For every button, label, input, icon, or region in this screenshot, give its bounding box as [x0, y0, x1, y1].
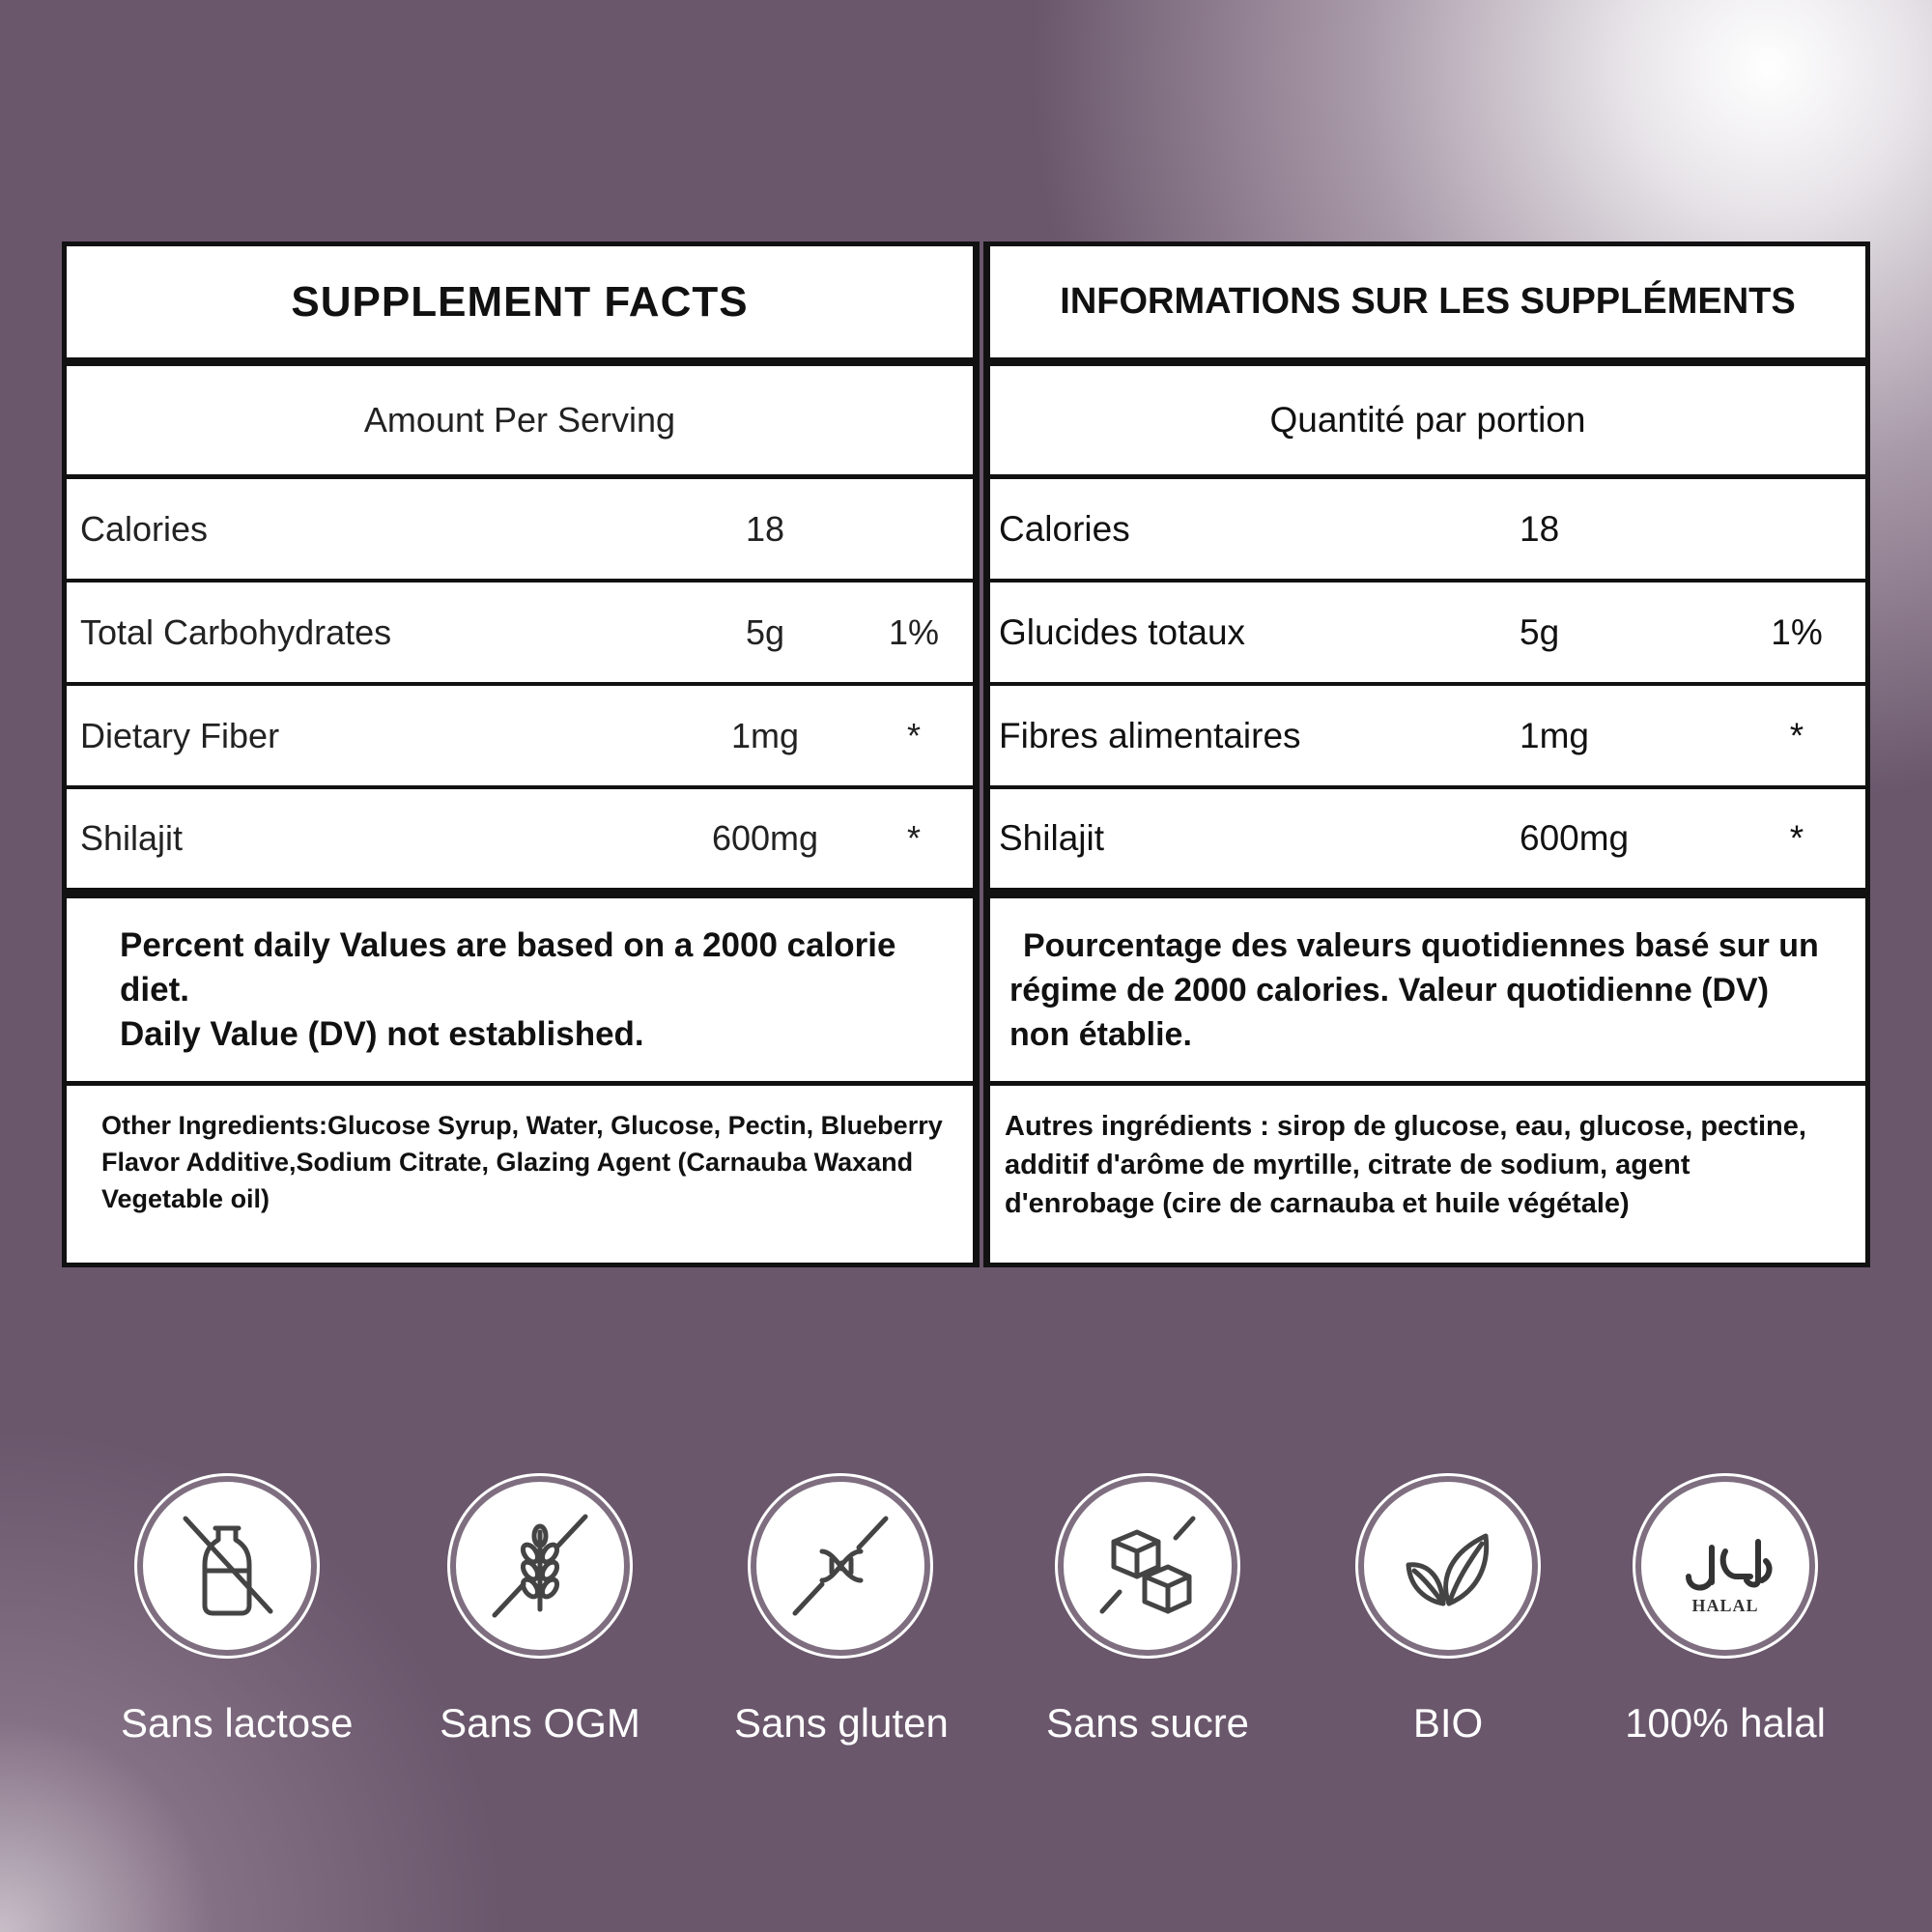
badge-lactose-free — [121, 1476, 354, 1747]
supplement-facts-panel-en — [62, 242, 980, 1267]
badge-gmo-free — [434, 1476, 646, 1747]
nutrient-amount: 1mg — [730, 715, 800, 755]
nutrient-dv: * — [906, 818, 922, 858]
other-ingredients-text: Other Ingredients:Glucose Syrup, Water, Glucose, Pectin, Blueberry Flavor Additive,Sodium Citrate, Glazing Agent (Carnauba Waxand Vegetable oil) — [101, 1111, 943, 1213]
daily-value-note-line2: Daily Value (DV) not established. — [120, 1014, 644, 1053]
nutrient-name: Calories — [80, 508, 209, 549]
daily-value-note — [67, 898, 973, 1086]
nutrient-dv: * — [906, 715, 922, 755]
panel-title: INFORMATIONS SUR LES SUPPLÉMENTS — [1060, 281, 1796, 322]
daily-value-note-text: Pourcentage des valeurs quotidiennes basé sur un régime de 2000 calories. Valeur quotidienne (DV) non établie. — [1009, 926, 1819, 1053]
badge-label: BIO — [1412, 1700, 1484, 1746]
nutrient-dv: * — [1789, 818, 1804, 858]
nutrient-amount: 18 — [1520, 508, 1560, 549]
supplement-facts-panel-fr — [983, 242, 1870, 1267]
badge-label: Sans gluten — [734, 1700, 949, 1746]
nutrient-row — [67, 479, 973, 582]
nutrient-name: Glucides totaux — [999, 611, 1246, 652]
organic-leaves-icon — [1358, 1476, 1538, 1656]
nutrient-row — [990, 789, 1865, 898]
nutrient-name: Calories — [999, 508, 1130, 549]
nutrient-row — [67, 582, 973, 686]
panel-title-row — [67, 246, 973, 366]
nutrient-row — [67, 789, 973, 898]
nutrient-dv: 1% — [1771, 611, 1823, 652]
badge-label: Sans lactose — [121, 1700, 354, 1746]
nutrient-row — [67, 686, 973, 789]
nutrient-amount: 600mg — [711, 818, 819, 858]
panel-title: SUPPLEMENT FACTS — [291, 277, 749, 326]
badge-label: Sans sucre — [1045, 1700, 1250, 1746]
badge-label: 100% halal — [1625, 1700, 1826, 1746]
nutrient-amount: 5g — [1520, 611, 1560, 652]
other-ingredients-text: Autres ingrédients : sirop de glucose, eau, glucose, pectine, additif d'arôme de myrtille, citrate de sodium, agent d'enrobage (cire de carnauba et huile végétale) — [1005, 1111, 1806, 1219]
nutrient-row — [990, 686, 1865, 789]
panel-title-row — [990, 246, 1865, 366]
nutrient-row — [990, 479, 1865, 582]
badge-organic — [1342, 1476, 1554, 1747]
nutrient-name: Dietary Fiber — [80, 715, 280, 755]
other-ingredients — [990, 1086, 1865, 1263]
badge-halal — [1619, 1476, 1832, 1747]
nutrient-name: Total Carbohydrates — [80, 611, 392, 652]
nutrient-amount: 600mg — [1520, 818, 1630, 858]
nutrient-row — [990, 582, 1865, 686]
nutrient-amount: 18 — [745, 508, 785, 549]
badge-gluten-free — [734, 1476, 947, 1747]
daily-value-note — [990, 898, 1865, 1086]
amount-per-serving-label: Quantité par portion — [1269, 400, 1586, 440]
no-gmo-wheat-icon — [450, 1476, 630, 1656]
no-sugar-cubes-icon — [1058, 1476, 1237, 1656]
other-ingredients — [67, 1086, 973, 1263]
amount-per-serving-row — [67, 366, 973, 479]
badge-sugar-free — [1041, 1476, 1254, 1747]
nutrient-amount: 5g — [745, 611, 785, 652]
nutrient-name: Shilajit — [80, 818, 184, 858]
badge-label: Sans OGM — [440, 1700, 640, 1746]
amount-per-serving-row — [990, 366, 1865, 479]
nutrient-name: Shilajit — [999, 818, 1104, 858]
nutrient-amount: 1mg — [1520, 715, 1589, 755]
nutrient-name: Fibres alimentaires — [999, 715, 1301, 755]
daily-value-note-line1: Percent daily Values are based on a 2000 calorie diet. — [120, 925, 896, 1009]
no-milk-bottle-icon — [137, 1476, 317, 1656]
nutrient-dv: 1% — [888, 611, 940, 652]
amount-per-serving-label: Amount Per Serving — [363, 400, 676, 440]
no-dna-icon — [751, 1476, 930, 1656]
nutrient-dv: * — [1789, 715, 1804, 755]
halal-icon — [1635, 1476, 1815, 1656]
halal-logo-text: HALAL — [1691, 1596, 1759, 1615]
